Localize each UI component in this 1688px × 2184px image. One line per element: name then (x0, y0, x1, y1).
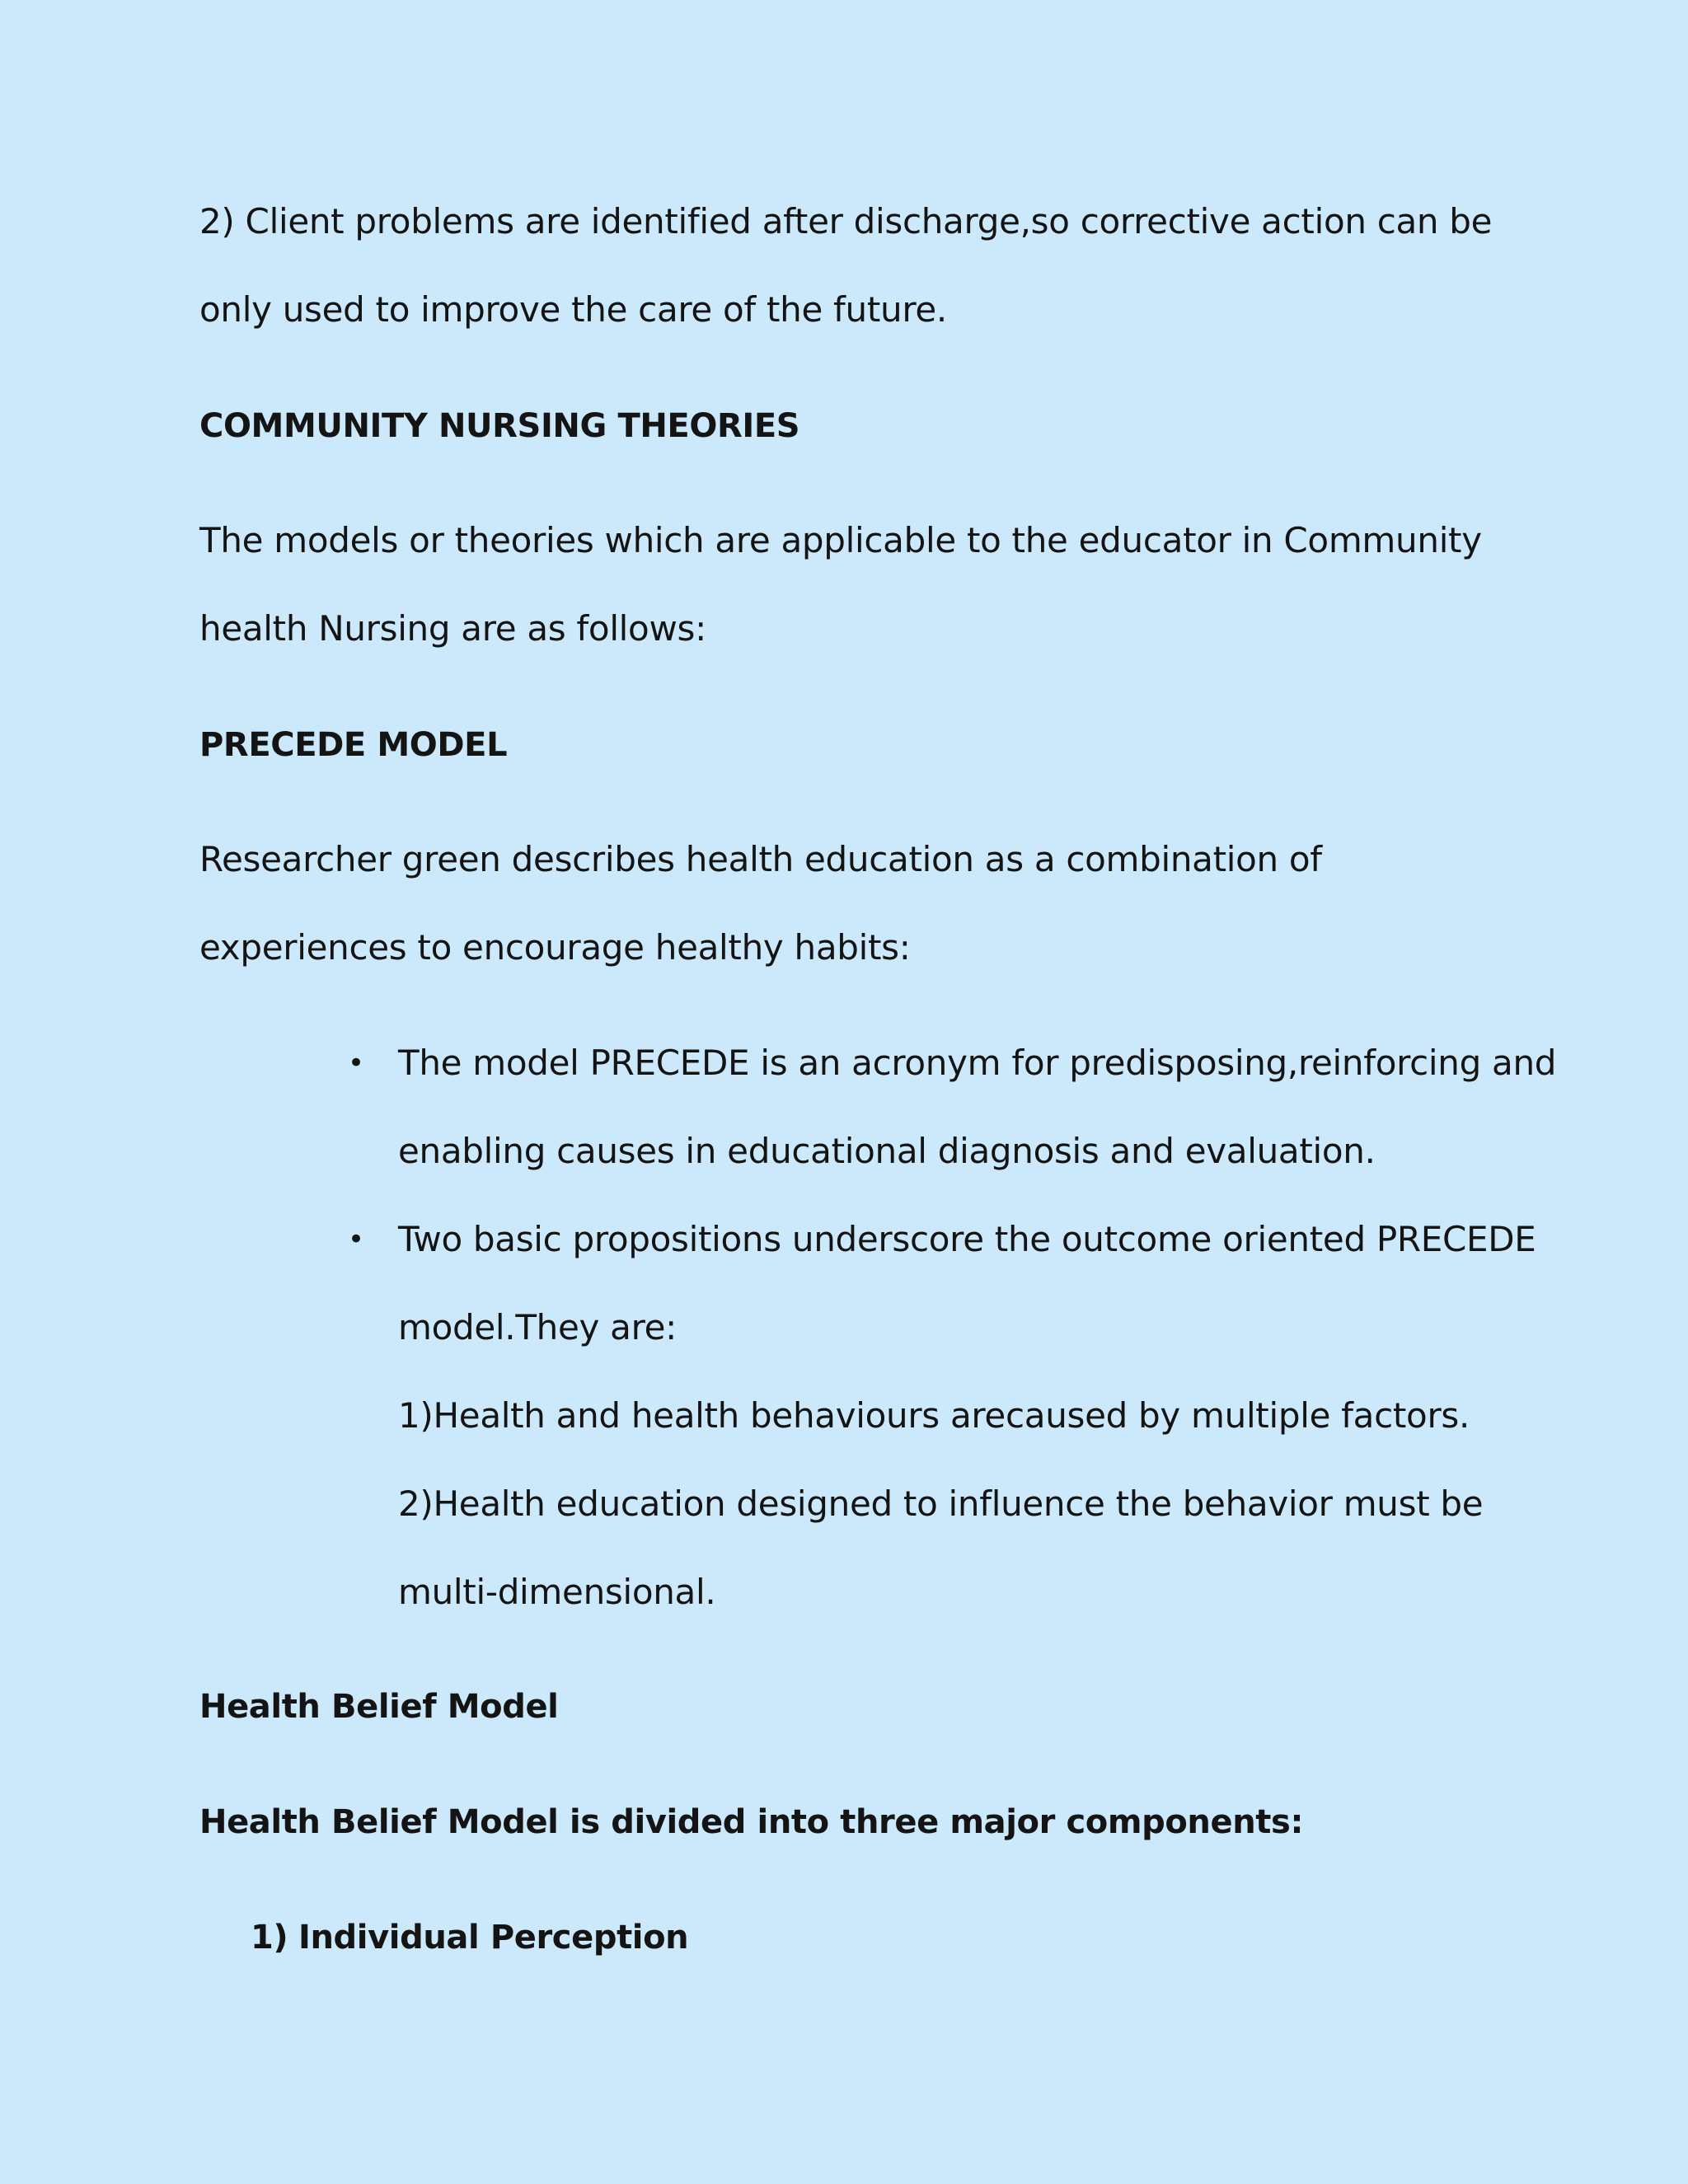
bullet-line: 1)Health and health behaviours arecaused by multiple factors. (398, 1395, 1470, 1436)
list-item-label: Individual Perception (298, 1919, 689, 1957)
community-nursing-theories-heading: COMMUNITY NURSING THEORIES (199, 407, 800, 445)
numbered-list-item (251, 1916, 688, 1959)
precede-model-heading: PRECEDE MODEL (199, 726, 508, 764)
bullet-line: model.They are: (398, 1307, 678, 1347)
precede-para-line-1: Researcher green describes health education as a combination of (199, 839, 1322, 879)
intro-line-1: 2) Client problems are identified after discharge,so corrective action can be (199, 201, 1493, 241)
bullet-line: multi-dimensional. (398, 1572, 716, 1612)
list-number: 1) (251, 1919, 288, 1957)
community-para-line-1: The models or theories which are applicable to the educator in Community (199, 520, 1482, 560)
health-belief-model-heading: Health Belief Model (199, 1688, 559, 1726)
community-para-line-2: health Nursing are as follows: (199, 608, 706, 649)
precede-para-line-2: experiences to encourage healthy habits: (199, 927, 911, 968)
bullet-line: The model PRECEDE is an acronym for predisposing,reinforcing and (398, 1043, 1557, 1083)
bullet-marker: • (348, 1223, 365, 1256)
bullet-line: 2)Health education designed to influence the behavior must be (398, 1483, 1484, 1524)
bullet-line: enabling causes in educational diagnosis and evaluation. (398, 1131, 1376, 1171)
intro-line-2: only used to improve the care of the future. (199, 289, 947, 330)
health-belief-model-subheading: Health Belief Model is divided into three major components: (199, 1803, 1304, 1841)
bullet-marker: • (348, 1047, 365, 1080)
bullet-line: Two basic propositions underscore the outcome oriented PRECEDE (398, 1219, 1536, 1259)
